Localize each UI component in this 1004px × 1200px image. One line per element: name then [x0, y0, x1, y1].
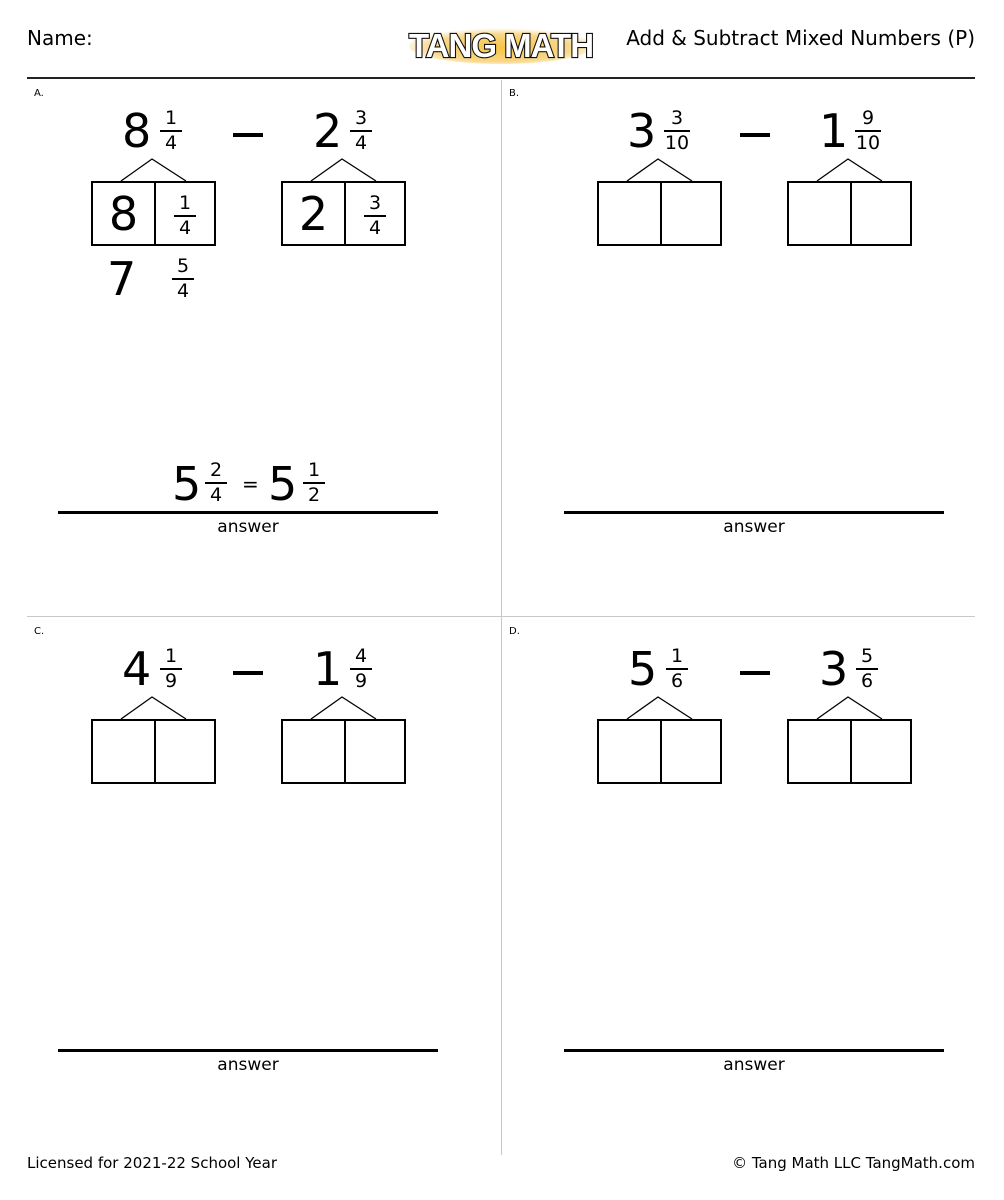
answer-label: answer	[217, 1055, 279, 1075]
copyright-text: © Tang Math LLC TangMath.com	[732, 1154, 975, 1172]
problem-b-whole-2: 1	[819, 104, 849, 158]
box-whole: 8	[108, 187, 139, 241]
split-box[interactable]	[597, 719, 722, 784]
problem-d-whole-1: 5	[628, 642, 658, 696]
minus-sign	[233, 133, 263, 137]
problem-a-fraction-1	[158, 108, 184, 154]
numerator: 1	[164, 645, 178, 667]
vertical-divider	[501, 80, 502, 1155]
box-divider	[154, 721, 156, 782]
denominator: 9	[354, 669, 368, 692]
problem-b-fraction-2	[853, 108, 883, 154]
problem-d-fraction-1	[664, 646, 690, 692]
numerator: 9	[861, 107, 875, 129]
numerator: 1	[164, 107, 178, 129]
problem-c-fraction-1	[158, 646, 184, 692]
box-divider	[344, 183, 346, 244]
numerator: 2	[209, 459, 223, 481]
regroup-whole: 7	[107, 252, 137, 306]
problem-c-label: C.	[34, 626, 45, 637]
problem-d-whole-2: 3	[819, 642, 849, 696]
answer-line[interactable]	[564, 1049, 944, 1052]
header-rule	[27, 77, 975, 79]
license-text: Licensed for 2021-22 School Year	[27, 1154, 277, 1172]
split-box	[91, 181, 216, 246]
problem-c-fraction-2	[348, 646, 374, 692]
answer-line[interactable]	[564, 511, 944, 514]
box-fraction	[362, 193, 388, 239]
name-label: Name:	[27, 26, 93, 50]
box-fraction	[172, 193, 198, 239]
branch-lines	[597, 696, 722, 720]
denominator: 6	[670, 669, 684, 692]
problem-a-whole-1: 8	[122, 104, 152, 158]
box-whole: 2	[298, 187, 329, 241]
denominator: 4	[164, 131, 178, 154]
minus-sign	[740, 133, 770, 137]
problem-c-whole-2: 1	[313, 642, 343, 696]
box-divider	[850, 721, 852, 782]
numerator: 1	[307, 459, 321, 481]
answer-line	[58, 511, 438, 514]
problem-b-whole-1: 3	[627, 104, 657, 158]
denominator: 4	[368, 216, 382, 239]
numerator: 5	[860, 645, 874, 667]
split-box	[281, 181, 406, 246]
answer-fraction-1	[203, 460, 229, 506]
branch-lines	[281, 158, 406, 182]
split-box[interactable]	[787, 719, 912, 784]
split-box[interactable]	[91, 719, 216, 784]
tang-math-logo	[406, 24, 596, 66]
numerator: 4	[354, 645, 368, 667]
problem-b-fraction-1	[662, 108, 692, 154]
split-box[interactable]	[597, 181, 722, 246]
numerator: 3	[670, 107, 684, 129]
denominator: 10	[664, 131, 690, 154]
logo-text: TANG MATH	[408, 27, 594, 64]
split-box[interactable]	[281, 719, 406, 784]
problem-c-whole-1: 4	[122, 642, 152, 696]
box-divider	[850, 183, 852, 244]
minus-sign	[740, 671, 770, 675]
branch-lines	[91, 696, 216, 720]
horizontal-divider	[27, 616, 975, 617]
box-divider	[344, 721, 346, 782]
denominator: 6	[860, 669, 874, 692]
numerator: 3	[368, 192, 382, 214]
branch-lines	[91, 158, 216, 182]
problem-b-label: B.	[509, 88, 520, 99]
denominator: 10	[855, 131, 881, 154]
equals-sign: =	[242, 472, 259, 496]
minus-sign	[233, 671, 263, 675]
branch-lines	[787, 158, 912, 182]
answer-label: answer	[723, 517, 785, 537]
box-divider	[660, 721, 662, 782]
box-divider	[660, 183, 662, 244]
branch-lines	[281, 696, 406, 720]
numerator: 3	[354, 107, 368, 129]
box-divider	[154, 183, 156, 244]
denominator: 9	[164, 669, 178, 692]
denominator: 4	[178, 216, 192, 239]
numerator: 5	[176, 255, 190, 277]
split-box[interactable]	[787, 181, 912, 246]
numerator: 1	[670, 645, 684, 667]
denominator: 4	[209, 483, 223, 506]
branch-lines	[597, 158, 722, 182]
problem-d-label: D.	[509, 626, 520, 637]
regroup-fraction	[170, 256, 196, 302]
problem-a-label: A.	[34, 88, 44, 99]
problem-a-whole-2: 2	[313, 104, 343, 158]
problem-a-fraction-2	[348, 108, 374, 154]
answer-fraction-2	[301, 460, 327, 506]
answer-whole-2: 5	[268, 457, 298, 511]
answer-label: answer	[217, 517, 279, 537]
problem-d-fraction-2	[854, 646, 880, 692]
answer-line[interactable]	[58, 1049, 438, 1052]
denominator: 2	[307, 483, 321, 506]
worksheet-title: Add & Subtract Mixed Numbers (P)	[626, 26, 975, 50]
denominator: 4	[354, 131, 368, 154]
branch-lines	[787, 696, 912, 720]
denominator: 4	[176, 279, 190, 302]
numerator: 1	[178, 192, 192, 214]
answer-whole-1: 5	[172, 457, 202, 511]
answer-label: answer	[723, 1055, 785, 1075]
